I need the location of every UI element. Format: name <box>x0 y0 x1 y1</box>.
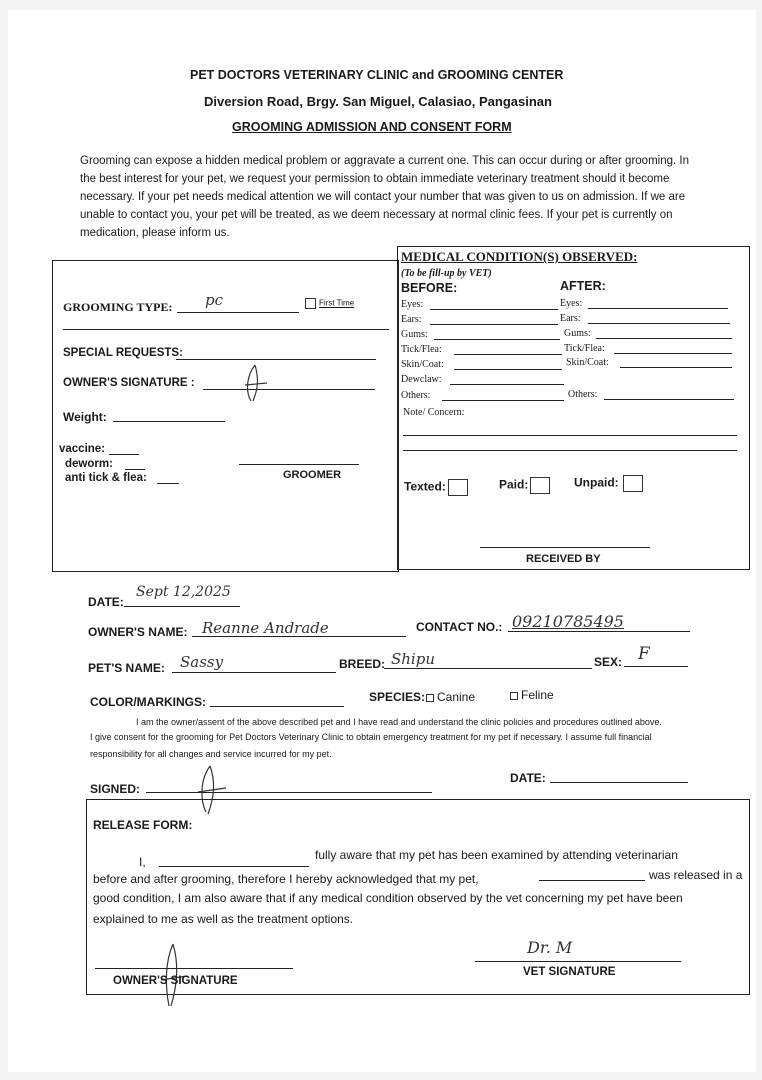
clinic-name: PET DOCTORS VETERINARY CLINIC and GROOMING CENTER <box>190 68 564 82</box>
before-tickflea-label: Tick/Flea: <box>401 344 442 355</box>
release-line-2a: before and after grooming, therefore I hereby acknowledged that my pet, <box>93 872 479 886</box>
clinic-address: Diversion Road, Brgy. San Miguel, Calasiao, Pangasinan <box>204 94 552 109</box>
breed-label: BREED: <box>339 657 386 671</box>
before-eyes-label: Eyes: <box>401 299 424 310</box>
after-skincoat-label: Skin/Coat: <box>566 357 609 368</box>
release-line-3: good condition, I am also aware that if any medical condition observed by the vet concerning my pet have been <box>93 891 683 905</box>
release-box <box>86 799 750 995</box>
medical-subtitle: (To be fill-up by VET) <box>401 268 492 279</box>
grooming-box <box>52 260 399 572</box>
after-tickflea-label: Tick/Flea: <box>564 343 605 354</box>
sex-label: SEX: <box>594 655 623 669</box>
release-line-4: explained to me as well as the treatment options. <box>93 912 354 926</box>
release-line-1b: fully aware that my pet has been examined by attending veterinarian <box>315 848 678 862</box>
owner-release-signature-label: OWNER'S SIGNATURE <box>113 975 238 987</box>
received-by-label: RECEIVED BY <box>526 553 601 565</box>
intro-paragraph: Grooming can expose a hidden medical problem or aggravate a current one. This can occur during or after grooming. In the best interest for your pet, we request your permission to obtain immediate veterinary treatment should it become necessary. If your pet needs medical attention we will contact your number that was given to us on admission. If we are unable to contact you, your pet will be treated, as we deem necessary at normal clinic fees. If your pet is currently on medication, please inform us. <box>80 155 689 239</box>
consent-date-label: DATE: <box>510 771 546 785</box>
texted-label: Texted: <box>404 479 446 494</box>
weight-label: Weight: <box>63 410 107 424</box>
color-markings-label: COLOR/MARKINGS: <box>90 695 206 709</box>
after-ears-label: Ears: <box>560 313 581 324</box>
release-line-2b: was released in a <box>649 868 743 882</box>
date-value: Sept 12,2025 <box>136 584 231 600</box>
contact-label: CONTACT NO.: <box>416 620 503 634</box>
note-concern-label: Note/ Concern: <box>403 407 465 418</box>
unpaid-label: Unpaid: <box>574 475 619 490</box>
before-dewclaw-label: Dewclaw: <box>401 374 442 385</box>
before-skincoat-label: Skin/Coat: <box>401 359 444 370</box>
grooming-type-label: GROOMING TYPE: <box>63 300 173 314</box>
texted-checkbox[interactable] <box>404 479 471 496</box>
sex-value: F <box>638 644 650 664</box>
release-line-1a: I, <box>139 855 146 869</box>
vet-signature-label: VET SIGNATURE <box>523 966 616 978</box>
grooming-type-value: pc <box>205 291 224 309</box>
after-gums-label: Gums: <box>564 328 591 339</box>
canine-checkbox[interactable] <box>426 690 475 704</box>
form-title: GROOMING ADMISSION AND CONSENT FORM <box>232 120 512 134</box>
after-others-label: Others: <box>568 389 598 400</box>
breed-value: Shipu <box>391 650 435 668</box>
deworm-label: deworm: <box>65 458 113 470</box>
vaccine-label: vaccine: <box>59 443 106 455</box>
owner-name-label: OWNER'S NAME: <box>88 625 188 639</box>
medical-box <box>397 246 750 570</box>
signed-label: SIGNED: <box>90 782 141 796</box>
consent-text-2: I give consent for the grooming for Pet Doctors Veterinary Clinic to obtain emergency treatment for my pet if necessary. I assume full financial <box>90 732 652 742</box>
special-requests-label: SPECIAL REQUESTS: <box>63 347 183 359</box>
paid-checkbox[interactable] <box>499 477 553 494</box>
feline-checkbox[interactable] <box>510 688 554 702</box>
paid-label: Paid: <box>499 477 529 492</box>
consent-text-3: responsibility for all changes and service incurred for my pet. <box>90 749 332 759</box>
before-ears-label: Ears: <box>401 314 422 325</box>
first-time-label: First Time <box>319 298 355 308</box>
consent-text-1: I am the owner/assent of the above described pet and I have read and understand the clinic policies and procedures outlined above. <box>136 717 662 727</box>
before-others-label: Others: <box>401 390 431 401</box>
release-title: RELEASE FORM: <box>93 818 193 832</box>
date-label: DATE: <box>88 595 124 609</box>
form-page <box>8 10 756 1072</box>
owner-signature-label: OWNER'S SIGNATURE : <box>63 377 195 389</box>
owner-signature-mark <box>241 361 271 407</box>
anti-tick-label: anti tick & flea: <box>65 472 147 484</box>
before-label: BEFORE: <box>401 281 458 295</box>
contact-value: 09210785495 <box>512 612 624 631</box>
before-gums-label: Gums: <box>401 329 428 340</box>
groomer-label: GROOMER <box>283 469 342 481</box>
pet-name-label: PET'S NAME: <box>88 661 165 675</box>
unpaid-checkbox[interactable] <box>574 475 646 492</box>
feline-label: Feline <box>521 688 554 702</box>
species-label: SPECIES: <box>369 690 426 704</box>
medical-title: MEDICAL CONDITION(S) OBSERVED: <box>401 249 638 264</box>
first-time-checkbox[interactable] <box>305 298 354 309</box>
pet-name-value: Sassy <box>180 653 224 671</box>
canine-label: Canine <box>437 690 476 704</box>
vet-signature-value: Dr. M <box>527 938 573 957</box>
owner-name-value: Reanne Andrade <box>202 619 329 637</box>
after-label: AFTER: <box>560 279 606 293</box>
after-eyes-label: Eyes: <box>560 298 583 309</box>
